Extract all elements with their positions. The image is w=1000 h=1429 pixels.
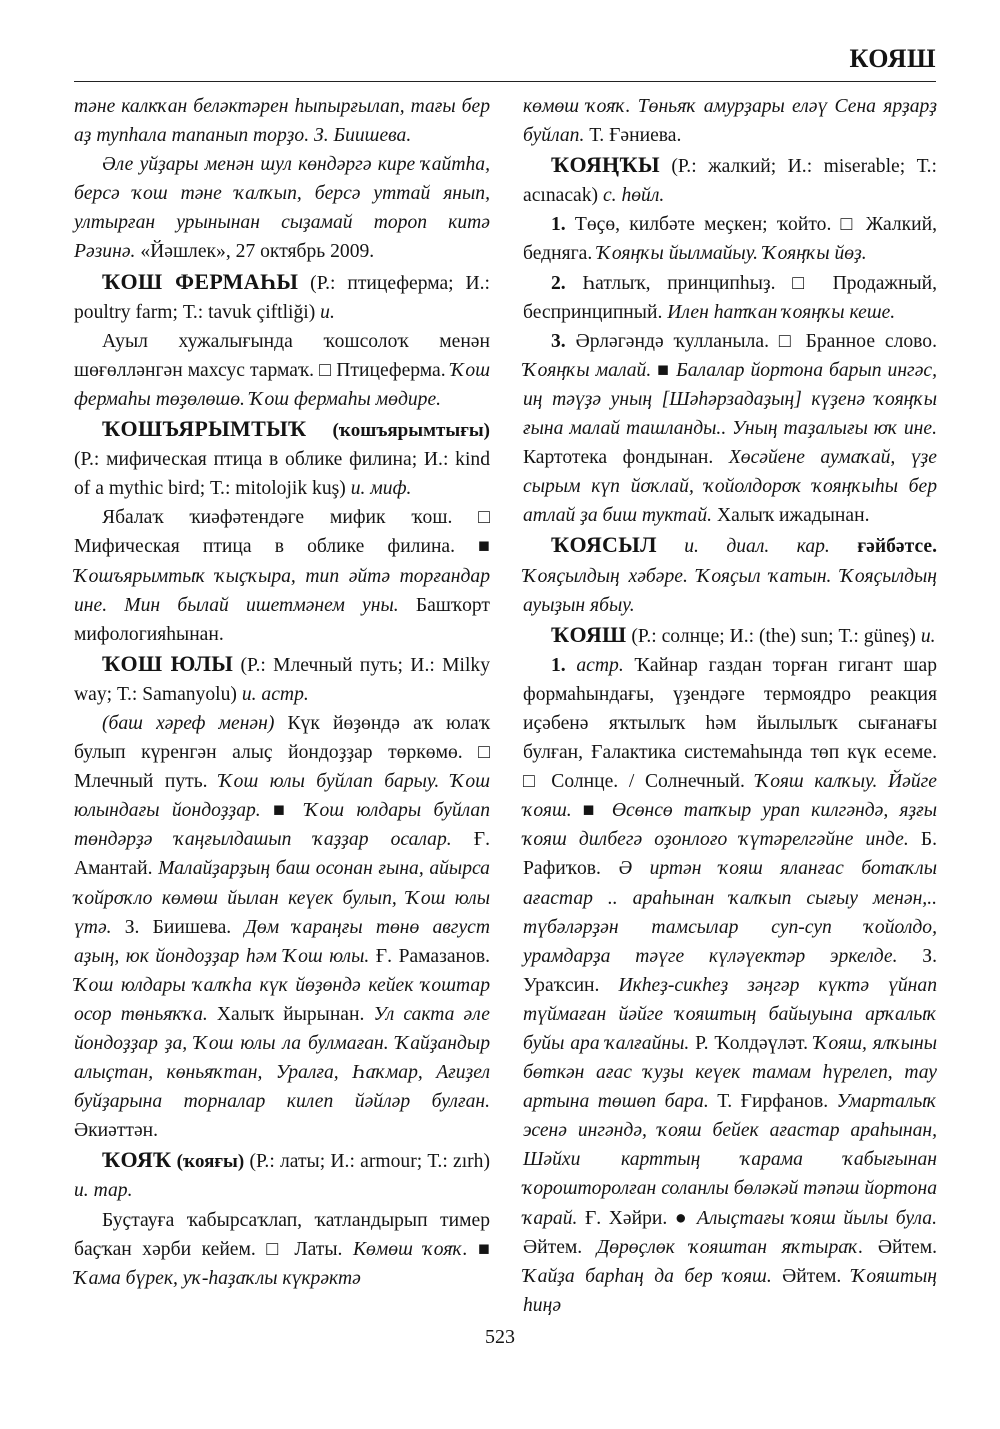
dictionary-entry [523,620,937,651]
dictionary-entry [74,414,490,503]
example-text: Ҡояш, ялҡыны бөткән ағас ҡуҙы кеүек тамам һүрелеп, тау артына төшөп бара. [523,1033,937,1113]
example-text: Умарталыҡ эсенә ингәндә, ҡояш бейек ағастар араһынан, Шәйхи карттың ҡарама ҡабығынан ҡорошторолған соланлы бөләкәй тәпәш йортона ҡарай. [523,1091,938,1229]
headword-form: (ҡояғы) [171,1151,245,1173]
entry-translations: (Р.: Млечный путь; И.: Milky way; Т.: Samanyolu) [74,654,490,705]
definition-text: Төҫө, килбәте меҫкен; ҡойто. □ Жалкий, бедняга. [523,214,937,265]
domain-label: астр. [565,654,624,676]
dictionary-entry [74,1145,490,1205]
definition [74,1206,490,1293]
example-text: Ҡош юлы буйлап барыу. Ҡош юлындағы йондоҙҙар. [74,771,491,822]
source-citation: З. Биишева. [111,916,245,938]
source-citation: Т. Ғәниева. [584,125,682,147]
source-citation: Әйтем. [523,1236,597,1258]
part-of-speech: и. тар. [74,1180,133,1202]
entry-continuation [74,92,490,150]
entry-translations: (Р.: жалкий; И.: miserable; Т.: acınacak) [523,156,937,207]
example-text: тәне калкҡан беләктәрен һыпырғылап, тағы бер аҙ тупһала тапанып торҙо. З. Биишева. [74,96,490,147]
source-citation: Әйтем. [863,1236,938,1258]
source-citation: Башҡорт мифологияһынан. [74,594,490,645]
headword: ҠОШЪЯРЫМТЫҠ [102,416,307,442]
part-of-speech: с. һөйл. [602,185,665,207]
example-text: Хөсәйене аумаҡай, үҙе сырым күп йоҡлай, ҡойолдороҡ ҡояңҡыһы бер атлай ҙа биш туктай. [523,447,937,527]
example-text: ■ Ҡама бүрек, уҡ-һаҙаҡлы күкрәктә [74,1238,491,1289]
part-of-speech: и. [320,301,335,323]
dictionary-entry [523,530,937,619]
source-citation: Ғ. Амантай. [74,829,490,880]
source-citation: «Йәшлек», 27 октябрь 2009. [140,241,375,263]
example-text: Ә иртән ҡояш яланғас ботаҡлы ағастар .. араһынан ҡалҡып сығыу менән,.. түбәләрҙән тамсылар суп-суп ҡойолдо, урамдарҙа тәүге күләүектәр эркелде. [523,858,937,967]
definition-text: Ауыл хужалығында ҡошсолоҡ менән шөғөлләнгән махсус тармаҡ. □ Птицеферма. [74,330,490,381]
sense [523,210,937,268]
sense-number: 3. [551,330,566,352]
headword: ҠОЯСЫЛ [551,532,657,558]
sense [523,651,937,1320]
entry-continuation [523,92,937,150]
source-citation: Халыҡ йырынан. [207,1003,374,1025]
example-text: Ҡояңҡы йылмайыу. Ҡояңҡы йөҙ. [597,243,867,265]
dictionary-entry [74,267,490,327]
example-text: Ул сакта әле йондоҙҙар ҙа, Ҡош юлы ла булмаған. Ҡайҙандыр алыҫтан, көньяҡтан, Уралға, Һаҡмар, Ағиҙел буйҙарына торналар килеп йәйләр булған. [74,1003,490,1113]
example-text: Ҡош юлдары ҡалҡһа күк йөҙөндә кейек ҡоштар осор төньяҡҡа. [74,974,490,1025]
sense-number: 1. [551,214,566,236]
part-of-speech: и. миф. [350,478,412,500]
definition-text: Ҡайнар газдан торған гигант шар формаһындағы, үҙендәге термоядро реакция иҫәбенә яҡтылыҡ һәм йылылыҡ сығанағы булған, Ғалактика системаһында төп күк есеме. □ Солнце. / Солнечный. [523,654,937,793]
right-column [523,92,937,1320]
source-citation: З. Ураҡсин. [523,945,937,996]
headword: ҠОЯҠ [102,1147,172,1173]
sense-number: 1. [551,654,566,676]
dictionary-entry [523,150,937,210]
example-text: Көмөш ҡояҡ. [352,1238,468,1260]
definition-text: Күк йөҙөндә аҡ юлаҡ булып күренгән алыҫ йондоҙҙар төркөмө. □ Млечный путь. [74,712,490,793]
example-text: көмөш ҡояҡ. Төньяҡ амурҙары еләү Сена ярҙарҙ буйлап. [523,96,937,147]
source-citation: Р. Ҡолдәүләт. [689,1033,814,1054]
left-column [74,92,490,1293]
definition [74,327,490,414]
part-of-speech: и. [920,625,936,647]
example-text: ■ Ҡош юлдары буйлап төндәрҙә ҡаңғылдашып ҡаҙҙар осалар. [74,800,490,851]
sense [523,269,937,327]
running-head: КОЯШ [849,44,936,73]
example-text: Алыҫтағы ҡояш йылы була. [696,1207,938,1229]
example-text: Ҡояңҡы малай. ■ Балалар йортона барып ингәс, иң тәүҙә уның [Шәһәрзадаҙың] күҙенә ҡояңҡы ғына малай ташланды.. Уның таҙалығы юҡ ине. [523,359,937,440]
definition-text: Ябалаҡ ҡиәфәтендәге мифик ҡош. □ Мифическая птица в облике филина. ■ [74,507,490,558]
source-citation: Әйтем. [771,1265,852,1287]
source-citation: Т. Ғирфанов. [708,1091,837,1113]
example-text: Илен һатҡан ҡояңҡы кеше. [667,301,896,323]
headword-form: (ҡошъярымтығы) [306,420,490,442]
source-citation: Халыҡ ижадынан. [712,505,870,527]
sense-number: 2. [551,272,566,294]
headword: ҠОШ ФЕРМАҺЫ [102,268,299,294]
example-text: Дөм ҡараңғы төнө август аҙың, юк йондоҙҙар һәм Ҡош юлы. [74,916,490,967]
example-text: Ҡояш калҡыу. Йәйге ҡояш. ■ Өсөнсө тапҡыр урап килгәндә, яҙғы ҡояш дилбегә оҙонлоғо ҡүтәрелгәйне инде. [523,771,937,851]
example-text: Ҡош фермаһы төҙөлөшө. Ҡош фермаһы мөдире. [74,359,490,410]
definition [74,503,490,648]
definition [74,709,490,1145]
example-text: Әле уйҙары менән шул көндәргә кире ҡайтһа, берсә ҡош тәне ҡалҡып, берсә уттай янып, ултырған урынынан сыҙамай тороп китә Рәзинә. [74,154,490,263]
header-rule [74,81,936,82]
dictionary-entry [74,649,490,709]
source-citation: Ғ. Рамазанов. [369,945,490,967]
headword: ҠОЯҢҠЫ [551,152,660,178]
definition-text: Һатлыҡ, принципһыҙ. □ Продажный, беспринципный. [523,272,937,323]
headword: ҠОШ ЮЛЫ [102,650,234,676]
definition-text: Әрләгәндә ҡулланыла. □ Бранное слово. [565,330,937,352]
entry-translations: (Р.: птицеферма; И.: poultry farm; Т.: tavuk çiftliği) [74,272,490,323]
entry-translations: (Р.: мифическая птица в облике филина; И.: kind of a mythic bird; Т.: mitolojik kuş) [74,449,490,500]
quote-paragraph [74,150,490,266]
cross-reference: ғәйбәтсе. [857,536,937,558]
entry-translations: (Р.: латы; И.: armour; Т.: zırh) [244,1151,491,1173]
part-of-speech: и. диал. кар. [656,536,858,558]
example-text: Ҡошъярымтыҡ ҡыҫҡыра, тип әйтә торғандар ине. Мин былай ишетмәнем уны. [74,565,490,616]
example-text: Ҡояҫылдың хәбәре. Ҡояҫыл ҡатын. Ҡояҫылдың ауыҙын ябыу. [523,565,937,616]
example-text: Малайҙарҙың баш осонан ғына, айырса ҡойроҡло көмөш йылан кеүек булып, Ҡош юлы үтә. [74,858,490,938]
example-text: Дөрөҫлөк ҡояштан яҡтыраҡ. [596,1236,864,1258]
usage-note: (баш хәреф менән) [102,712,275,734]
part-of-speech: и. астр. [241,683,309,705]
definition-text: Буҫтауға ҡабырсаҡлап, ҡатландырып тимер баҫҡан хәрби кейем. □ Латы. [74,1209,490,1260]
source-citation: Картотека фондынан. [523,447,729,469]
entry-translations: (Р.: солнце; И.: (the) sun; Т.: güneş) [626,625,921,647]
example-text: Ҡояштың һиңә [523,1265,937,1316]
page-number: 523 [485,1326,515,1348]
source-citation: Ғ. Хәйри. ● [577,1207,697,1229]
headword: ҠОЯШ [551,621,627,647]
example-text: Ҡайҙа барһаң да бер ҡояш. [523,1265,772,1287]
sense [523,327,937,531]
source-citation: Б. Рафиҡов. [523,829,937,880]
source-citation: Әкиәттән. [74,1120,159,1142]
example-text: Икһеҙ-сикһеҙ зәңгәр күктә үйнап түймаған йәйге ҡояштың байыуына арҡалыҡ буйы ара ҡалғайны. [523,974,937,1054]
